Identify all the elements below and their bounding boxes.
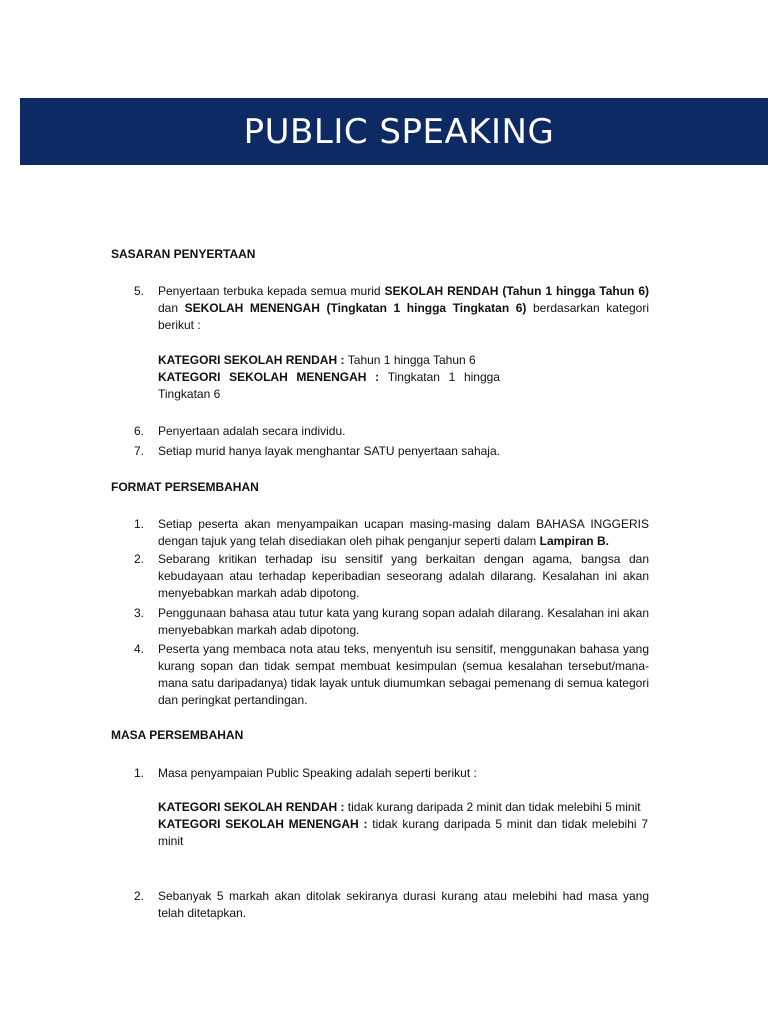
list-item (134, 641, 649, 709)
section-heading-format: FORMAT PERSEMBAHAN (111, 480, 259, 494)
masa-kategori-rendah: KATEGORI SEKOLAH RENDAH : tidak kurang daripada 2 minit dan tidak melebihi 5 minit (158, 800, 641, 814)
item-text: Masa penyampaian Public Speaking adalah seperti berikut : (158, 766, 477, 780)
masa-kategori-menengah: KATEGORI SEKOLAH MENENGAH : tidak kurang daripada 5 minit dan tidak melebihi 7 minit (158, 817, 648, 848)
item-text: Sebanyak 5 markah akan ditolak sekiranya durasi kurang atau melebihi had masa yang telah ditetapkan. (158, 889, 649, 920)
list-item (134, 443, 649, 460)
kategori-rendah: KATEGORI SEKOLAH RENDAH : Tahun 1 hingga Tahun 6 (158, 353, 476, 367)
list-item (134, 605, 649, 639)
item-number: 1. (134, 766, 145, 780)
list-item (134, 423, 649, 440)
item-number: 5. (134, 284, 145, 298)
list-item (134, 551, 649, 602)
item-number: 6. (134, 424, 145, 438)
item-number: 4. (134, 642, 145, 656)
masa-kategori-block (158, 799, 648, 850)
kategori-menengah: KATEGORI SEKOLAH MENENGAH : Tingkatan 1 hingga Tingkatan 6 (158, 370, 500, 401)
item-text: Penyertaan adalah secara individu. (158, 424, 346, 438)
item-number: 2. (134, 889, 145, 903)
item-text: Setiap murid hanya layak menghantar SATU penyertaan sahaja. (158, 444, 500, 458)
list-item (134, 888, 649, 922)
item-number: 1. (134, 517, 145, 531)
list-item (134, 516, 649, 550)
item-number: 3. (134, 606, 145, 620)
kategori-block (158, 352, 500, 403)
section-heading-masa: MASA PERSEMBAHAN (111, 728, 244, 742)
item-number: 2. (134, 552, 145, 566)
list-item (134, 765, 649, 782)
page-title: PUBLIC SPEAKING (243, 111, 555, 152)
item-text: Sebarang kritikan terhadap isu sensitif yang berkaitan dengan agama, bangsa dan kebudayaan atau terhadap keperibadian seseorang adalah dilarang. Kesalahan ini akan menyebabkan markah adab dipotong. (158, 552, 649, 600)
section-heading-sasaran: SASARAN PENYERTAAN (111, 247, 256, 261)
item-text: Peserta yang membaca nota atau teks, menyentuh isu sensitif, menggunakan bahasa yang kurang sopan dan tidak sempat membuat kesimpulan (semua kesalahan tersebut/mana-mana satu daripadanya) tidak layak untuk diumumkan sebagai pemenang di semua kategori dan peringkat pertandingan. (158, 642, 649, 707)
item-text: Penyertaan terbuka kepada semua murid SEKOLAH RENDAH (Tahun 1 hingga Tahun 6) dan SEKOLAH MENENGAH (Tingkatan 1 hingga Tingkatan 6) berdasarkan kategori berikut : (158, 284, 650, 332)
list-item (134, 283, 649, 334)
item-text: Penggunaan bahasa atau tutur kata yang kurang sopan adalah dilarang. Kesalahan ini akan menyebabkan markah adab dipotong. (158, 606, 649, 637)
item-text: Setiap peserta akan menyampaikan ucapan masing-masing dalam BAHASA INGGERIS dengan tajuk yang telah disediakan oleh pihak penganjur seperti dalam Lampiran B. (158, 517, 649, 548)
title-banner (20, 98, 768, 165)
item-number: 7. (134, 444, 145, 458)
